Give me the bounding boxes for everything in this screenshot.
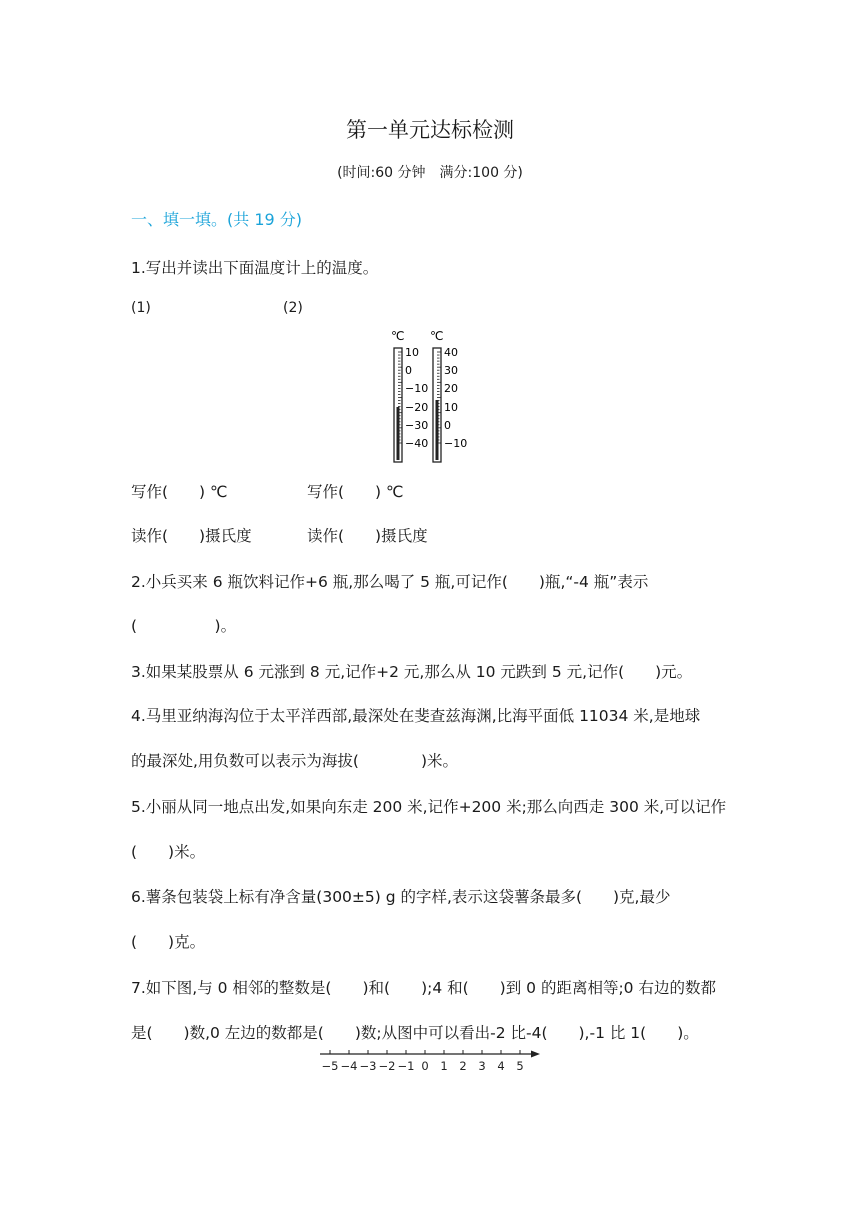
q1-write-2: 写作( ) ℃ bbox=[307, 483, 404, 501]
q1-label-2: (2) bbox=[283, 300, 303, 316]
q1-read-2: 读作( )摄氏度 bbox=[307, 527, 428, 545]
number-line-label: −5 bbox=[321, 1059, 339, 1073]
thermometer-2-tick: 40 bbox=[444, 346, 458, 359]
number-line-label: −2 bbox=[378, 1059, 396, 1073]
q1-label-1: (1) bbox=[131, 300, 151, 316]
number-line-label: −1 bbox=[397, 1059, 415, 1073]
question-4-cont: 的最深处,用负数可以表示为海拔( )米。 bbox=[131, 752, 459, 770]
thermometer-2-tick: 20 bbox=[444, 382, 458, 395]
question-2-cont: ( )。 bbox=[131, 617, 237, 635]
number-line-label: 1 bbox=[440, 1059, 448, 1073]
question-1: 1.写出并读出下面温度计上的温度。 bbox=[131, 259, 379, 277]
q1-write-1: 写作( ) ℃ bbox=[131, 483, 228, 501]
thermometer-1-tick: 0 bbox=[405, 364, 412, 377]
question-6-cont: ( )克。 bbox=[131, 933, 206, 951]
question-5: 5.小丽从同一地点出发,如果向东走 200 米,记作+200 米;那么向西走 300 米,可以记作 bbox=[131, 798, 727, 816]
thermometer-2-unit: ℃ bbox=[430, 329, 444, 343]
thermometer-1-unit: ℃ bbox=[391, 329, 405, 343]
thermometer-1-tick: −40 bbox=[405, 437, 429, 450]
number-line-label: 2 bbox=[459, 1059, 467, 1073]
thermometer-2-tick: 10 bbox=[444, 401, 458, 414]
thermometer-2-tick: 0 bbox=[444, 419, 451, 432]
number-line-label: −3 bbox=[359, 1059, 377, 1073]
number-line-label: 4 bbox=[497, 1059, 505, 1073]
thermometer-1-tick: 10 bbox=[405, 346, 419, 359]
number-line-label: −4 bbox=[340, 1059, 358, 1073]
question-3: 3.如果某股票从 6 元涨到 8 元,记作+2 元,那么从 10 元跌到 5 元,记作( )元。 bbox=[131, 663, 693, 681]
number-line-label: 3 bbox=[478, 1059, 486, 1073]
question-4: 4.马里亚纳海沟位于太平洋西部,最深处在斐查兹海渊,比海平面低 11034 米,是地球 bbox=[131, 707, 701, 725]
number-line-label: 5 bbox=[516, 1059, 524, 1073]
thermometer-2 bbox=[426, 326, 472, 466]
q1-read-1: 读作( )摄氏度 bbox=[131, 527, 252, 545]
thermometer-2-mercury bbox=[436, 400, 439, 460]
question-7: 7.如下图,与 0 相邻的整数是( )和( );4 和( )到 0 的距离相等;0 右边的数都 bbox=[131, 979, 716, 997]
thermometer-2-tick: −10 bbox=[444, 437, 468, 450]
question-7-cont: 是( )数,0 左边的数都是( )数;从图中可以看出-2 比-4( ),-1 比 1( )。 bbox=[131, 1024, 699, 1042]
thermometer-1-tick: −30 bbox=[405, 419, 429, 432]
thermometer-1-tick: −10 bbox=[405, 382, 429, 395]
exam-info: (时间:60 分钟 满分:100 分) bbox=[337, 165, 523, 181]
question-6: 6.薯条包装袋上标有净含量(300±5) g 的字样,表示这袋薯条最多( )克,最少 bbox=[131, 888, 671, 906]
section-heading: 一、填一填。(共 19 分) bbox=[131, 210, 303, 229]
question-2: 2.小兵买来 6 瓶饮料记作+6 瓶,那么喝了 5 瓶,可记作( )瓶,“-4 瓶”表示 bbox=[131, 573, 649, 591]
arrow-right-icon bbox=[531, 1051, 540, 1058]
question-5-cont: ( )米。 bbox=[131, 843, 206, 861]
number-line-label: 0 bbox=[421, 1059, 429, 1073]
thermometer-1-tick: −20 bbox=[405, 401, 429, 414]
number-line bbox=[318, 1046, 542, 1076]
page-title: 第一单元达标检测 bbox=[346, 118, 514, 142]
thermometer-2-tick: 30 bbox=[444, 364, 458, 377]
